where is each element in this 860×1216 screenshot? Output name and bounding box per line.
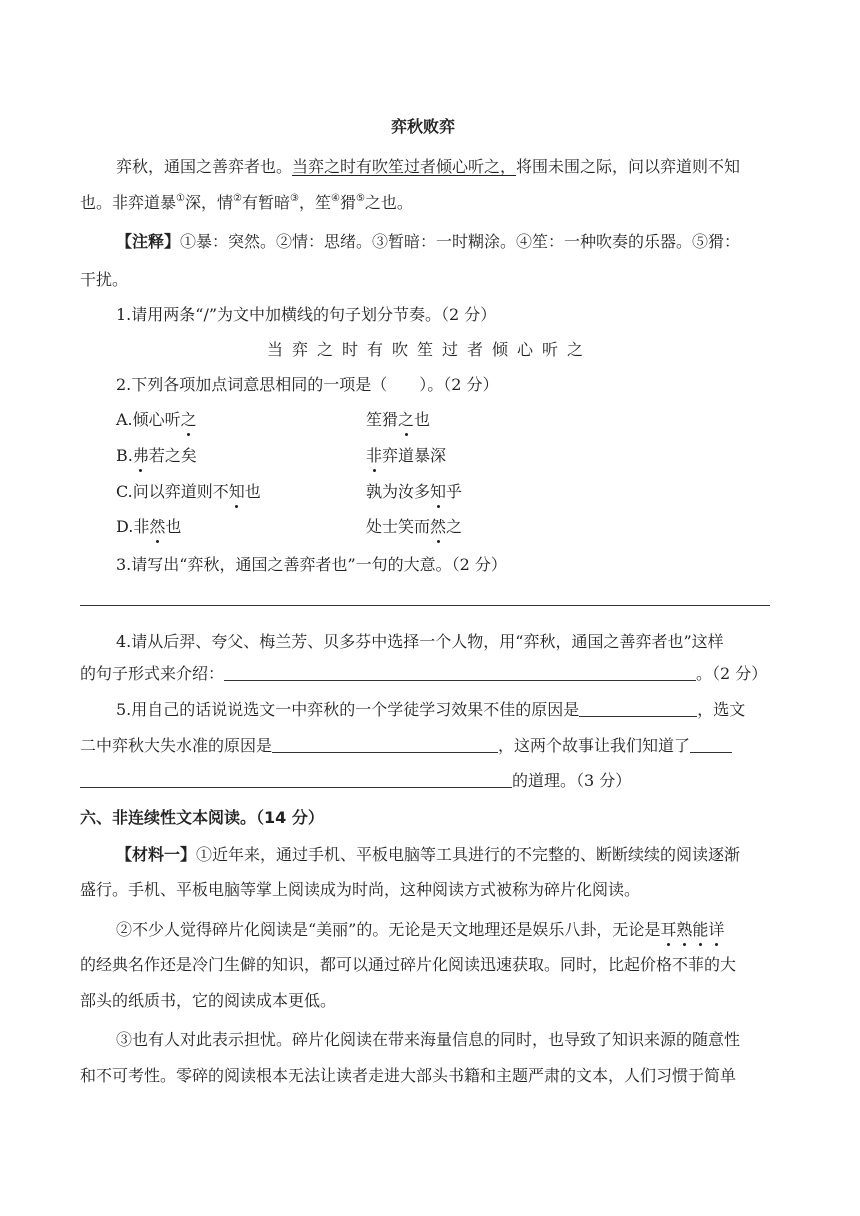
dotted-char: 能 <box>692 920 709 939</box>
paragraph-2-line-1: ②不少人觉得碎片化阅读是“美丽”的。无论是天文地理还是娱乐八卦，无论是耳熟能详 <box>116 920 725 939</box>
q2-option-d-right: 处士笑而然之 <box>366 517 463 536</box>
question-5-line-3: 的道理。（3 分） <box>80 771 631 791</box>
paragraph-2-line-2: 的经典名作还是冷门生僻的知识，都可以通过碎片化阅读迅速获取。同时，比起价格不菲的大 <box>80 955 737 974</box>
q1-sentence: 当弈之时有吹笙过者倾心听之 <box>267 340 593 359</box>
q2-option-b-left: B.弗若之矣 <box>116 446 197 465</box>
notes-line-2: 干扰。 <box>80 270 129 289</box>
question-1: 1.请用两条“/”为文中加横线的句子划分节奏。（2 分） <box>116 305 497 324</box>
q2-option-a-right: 笙猾之也 <box>366 410 431 429</box>
dotted-char: 熟 <box>676 920 693 939</box>
question-3: 3.请写出“弈秋，通国之善弈者也”一句的大意。（2 分） <box>116 555 507 574</box>
question-4-line-1: 4.请从后羿、夸父、梅兰芳、贝多芬中选择一个人物，用“弈秋，通国之善弈者也”这样 <box>116 632 724 651</box>
q5-blank-2[interactable] <box>272 736 498 753</box>
question-5-line-1: 5.用自己的话说说选文一中弈秋的一个学徒学习效果不佳的原因是 ，选文 <box>116 700 746 719</box>
q2-option-b-right: 非弈道暴深 <box>366 446 447 465</box>
q5-blank-3b[interactable] <box>80 771 512 788</box>
question-5-line-2: 二中弈秋大失水准的原因是 ，这两个故事让我们知道了 <box>80 736 732 756</box>
q2-option-c-left: C.问以弈道则不知也 <box>116 482 261 501</box>
q2-option-a-left: A.倾心听之 <box>116 410 197 429</box>
passage-line-2: 也。非弈道暴①深，情②有暂暗③，笙④猾⑤之也。 <box>80 193 413 212</box>
dotted-char: 耳 <box>660 920 677 939</box>
dotted-char: 详 <box>708 920 725 939</box>
paragraph-3-line-1: ③也有人对此表示担忧。碎片化阅读在带来海量信息的同时，也导致了知识来源的随意性 <box>116 1030 741 1049</box>
q3-answer-line[interactable] <box>80 605 770 606</box>
q2-option-d-left: D.非然也 <box>116 517 182 536</box>
passage-title: 弈秋败弈 <box>391 117 456 136</box>
material-1-line-1: 【材料一】①近年来，通过手机、平板电脑等工具进行的不完整的、断断续续的阅读逐渐 <box>116 845 741 864</box>
question-4-line-2: 的句子形式来介绍： 。（2 分） <box>80 664 768 683</box>
paragraph-3-line-2: 和不可考性。零碎的阅读根本无法让读者走进大部头书籍和主题严肃的文本，人们习惯于简单 <box>80 1066 737 1085</box>
dotted-idiom <box>660 920 724 939</box>
q4-answer-blank[interactable] <box>224 664 696 681</box>
paragraph-2-line-3: 部头的纸质书，它的阅读成本更低。 <box>80 991 337 1010</box>
section-6-heading: 六、非连续性文本阅读。（14 分） <box>80 808 324 827</box>
q2-option-c-right: 孰为汝多知乎 <box>366 482 463 501</box>
q5-blank-1[interactable] <box>579 700 697 717</box>
passage-line-1: 弈秋，通国之善弈者也。当弈之时有吹笙过者倾心听之，将围未围之际，问以弈道则不知 <box>116 157 741 176</box>
underlined-sentence: 当弈之时有吹笙过者倾心听之， <box>292 157 517 176</box>
q5-blank-3a[interactable] <box>690 736 732 753</box>
question-2: 2.下列各项加点词意思相同的一项是（ ）。（2 分） <box>116 375 499 394</box>
material-1-line-2: 盛行。手机、平板电脑等掌上阅读成为时尚，这种阅读方式被称为碎片化阅读。 <box>80 880 641 899</box>
notes-line-1: 【注释】①暴：突然。②情：思绪。③暂暗：一时糊涂。④笙：一种吹奏的乐器。⑤猾： <box>116 232 741 251</box>
